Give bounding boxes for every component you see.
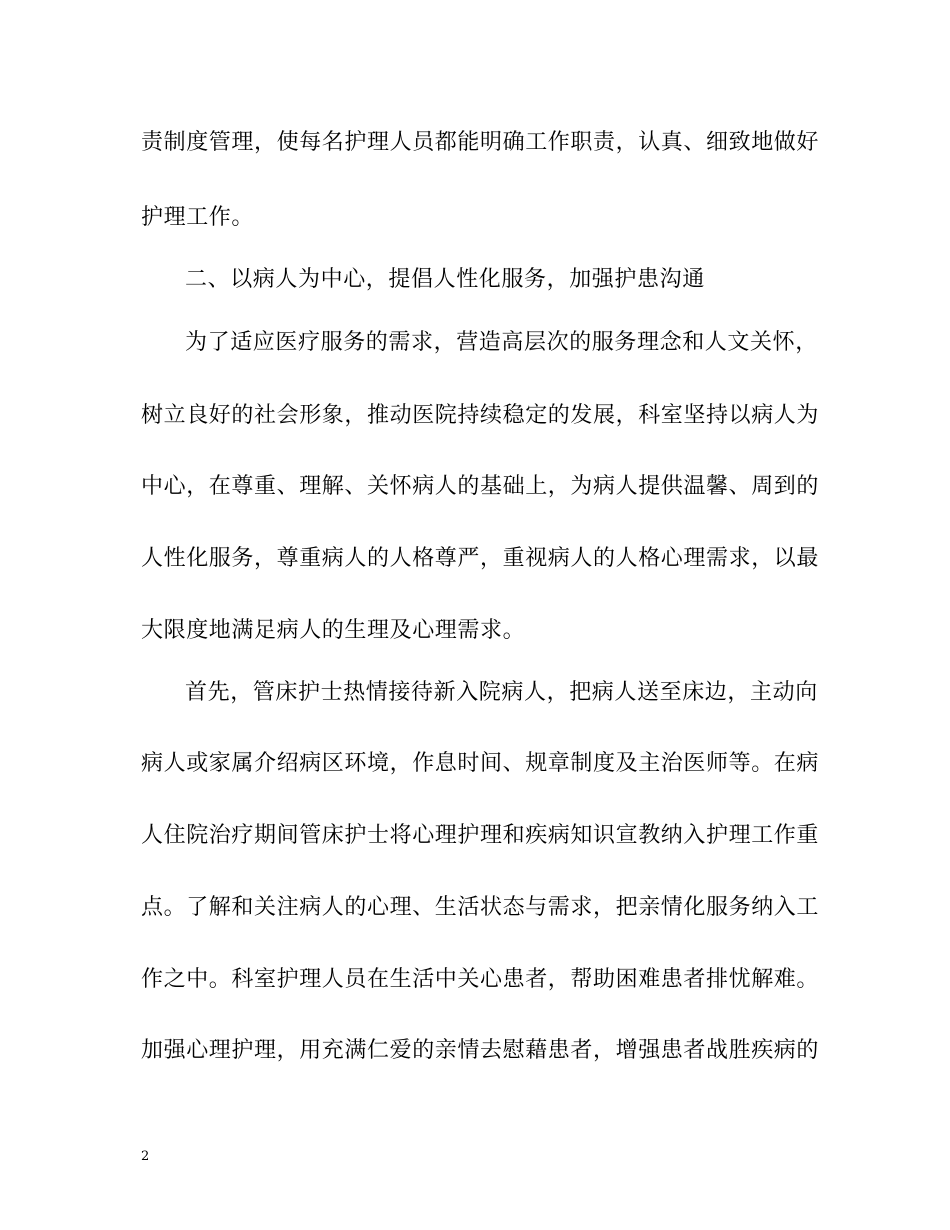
body-text-line: 病人或家属介绍病区环境，作息时间、规章制度及主治医师等。在病 — [141, 751, 820, 776]
body-text-line: 中心，在尊重、理解、关怀病人的基础上，为病人提供温馨、周到的 — [141, 474, 820, 499]
body-text-line: 为了适应医疗服务的需求，营造高层次的服务理念和人文关怀， — [185, 330, 818, 355]
body-text-line: 大限度地满足病人的生理及心理需求。 — [141, 618, 526, 643]
page-number: 2 — [141, 1149, 150, 1164]
body-text-line: 人性化服务，尊重病人的人格尊严，重视病人的人格心理需求，以最 — [141, 546, 820, 571]
body-text-line: 护理工作。 — [141, 205, 255, 230]
body-text-line: 加强心理护理，用充满仁爱的亲情去慰藉患者，增强患者战胜疾病的 — [141, 1038, 820, 1063]
body-text-line: 人住院治疗期间管床护士将心理护理和疾病知识宣教纳入护理工作重 — [141, 823, 820, 848]
body-text-line: 作之中。科室护理人员在生活中关心患者，帮助困难患者排忧解难。 — [141, 967, 820, 992]
section-heading: 二、以病人为中心，提倡人性化服务，加强护患沟通 — [185, 267, 705, 292]
body-text-line: 首先，管床护士热情接待新入院病人，把病人送至床边，主动向 — [185, 680, 818, 705]
body-text-line: 点。了解和关注病人的心理、生活状态与需求，把亲情化服务纳入工 — [141, 895, 820, 920]
body-text-line: 树立良好的社会形象，推动医院持续稳定的发展，科室坚持以病人为 — [141, 403, 820, 428]
body-text-line: 责制度管理，使每名护理人员都能明确工作职责，认真、细致地做好 — [141, 130, 820, 155]
